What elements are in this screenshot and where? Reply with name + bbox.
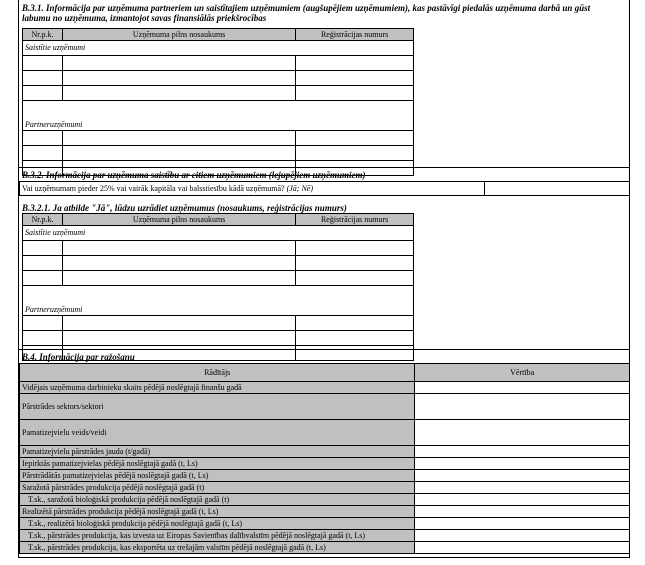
group-partners: Partneruzņēmumi (23, 101, 414, 131)
b32-table (19, 181, 630, 196)
group-linked: Saistītie uzņēmumi (23, 41, 414, 56)
value-field[interactable] (415, 482, 630, 494)
value-field[interactable] (415, 530, 630, 542)
indicator-label: T.sk., pārstrādes produkcija, kas eksportēta uz trešajām valstīm pēdējā noslēgtajā gadā (t, Ls) (20, 542, 415, 554)
indicator-label: Realizētā pārstrādes produkcija pēdējā noslēgtajā gadā (t, Ls) (20, 506, 415, 518)
divider (18, 349, 630, 350)
cell[interactable] (62, 56, 295, 71)
indicator-label: Iepirktās pamatizejvielas pēdējā noslēgtajā gadā (t, Ls) (20, 458, 415, 470)
col-name: Uzņēmuma pilns nosaukums (62, 214, 295, 226)
cell[interactable] (23, 271, 63, 286)
value-field[interactable] (415, 446, 630, 458)
cell[interactable] (62, 331, 295, 346)
value-field[interactable] (415, 542, 630, 554)
indicator-label: T.sk., saražotā bioloģiskā produkcija pēdējā noslēgtajā gadā (t) (20, 494, 415, 506)
cell[interactable] (296, 56, 414, 71)
section-b321-title: B.3.2.1. Ja atbilde "Jā", lūdzu uzrādiet uzņēmumus (nosaukums, reģistrācijas numurs) (22, 203, 347, 213)
col-nr: Nr.p.k. (23, 214, 63, 226)
cell[interactable] (296, 241, 414, 256)
cell[interactable] (296, 256, 414, 271)
cell[interactable] (296, 86, 414, 101)
divider (18, 167, 630, 168)
answer-hint: (Jā; Nē) (286, 183, 314, 193)
cell[interactable] (62, 86, 295, 101)
value-field[interactable] (415, 518, 630, 530)
b4-table (19, 363, 630, 554)
col-reg: Reģistrācijas numurs (296, 214, 414, 226)
b321-table (22, 213, 414, 361)
cell[interactable] (62, 316, 295, 331)
cell[interactable] (296, 71, 414, 86)
value-field[interactable] (415, 458, 630, 470)
cell[interactable] (62, 131, 295, 146)
cell[interactable] (23, 56, 63, 71)
indicator-label: T.sk., pārstrādes produkcija, kas izvesta uz Eiropas Savienības dalībvalstīm pēdējā noslēgtajā gadā (t, Ls) (20, 530, 415, 542)
indicator-label: Pamatizejvielu pārstrādes jauda (t/gadā) (20, 446, 415, 458)
cell[interactable] (23, 86, 63, 101)
cell[interactable] (23, 331, 63, 346)
cell[interactable] (62, 271, 295, 286)
col-indicator: Rādītājs (20, 364, 415, 382)
group-linked: Saistītie uzņēmumi (23, 226, 414, 241)
cell[interactable] (23, 316, 63, 331)
cell[interactable] (23, 256, 63, 271)
cell[interactable] (296, 331, 414, 346)
group-partners: Partneruzņēmumi (23, 286, 414, 316)
indicator-label: T.sk., realizētā bioloģiskā produkcija pēdējā noslēgtajā gadā (t, Ls) (20, 518, 415, 530)
value-field[interactable] (415, 382, 630, 394)
cell[interactable] (23, 241, 63, 256)
indicator-label: Pārstrādes sektors/sektori (20, 394, 415, 420)
col-name: Uzņēmuma pilns nosaukums (62, 29, 295, 41)
col-nr: Nr.p.k. (23, 29, 63, 41)
col-reg: Reģistrācijas numurs (296, 29, 414, 41)
cell[interactable] (62, 146, 295, 161)
cell[interactable] (296, 131, 414, 146)
value-field[interactable] (415, 394, 630, 420)
cell[interactable] (296, 146, 414, 161)
indicator-label: Pamatizejvielu veids/veidi (20, 420, 415, 446)
value-field[interactable] (415, 494, 630, 506)
cell[interactable] (62, 241, 295, 256)
value-field[interactable] (415, 420, 630, 446)
cell[interactable] (23, 71, 63, 86)
question-cell (20, 182, 485, 196)
indicator-label: Saražotā pārstrādes produkcija pēdējā noslēgtajā gadā (t) (20, 482, 415, 494)
cell[interactable] (62, 71, 295, 86)
b31-table (22, 28, 414, 176)
section-b32-title: B.3.2. Informācija par uzņēmuma saistību ar citiem uzņēmumiem (lejupējiem uzņēmumiem) (22, 170, 366, 180)
section-b4-title: B.4. Informācija par ražošanu (22, 352, 135, 362)
cell[interactable] (23, 146, 63, 161)
cell[interactable] (296, 316, 414, 331)
cell[interactable] (296, 271, 414, 286)
cell[interactable] (296, 346, 414, 361)
cell[interactable] (23, 131, 63, 146)
answer-field[interactable] (485, 182, 630, 196)
question-text: Vai uzņēmumam pieder 25% vai vairāk kapitāla vai balsstiesību kādā uzņēmumā? (22, 183, 285, 193)
indicator-label: Pārstrādātās pamatizejvielas pēdējā noslēgtajā gadā (t, Ls) (20, 470, 415, 482)
value-field[interactable] (415, 470, 630, 482)
value-field[interactable] (415, 506, 630, 518)
col-value: Vērtība (415, 364, 630, 382)
section-b31-title: B.3.1. Informācija par uzņēmuma partneriem un saistītajiem uzņēmumiem (augšupējiem uzņēmumiem), kas pastāvīgi piedalās uzņēmuma darbā un gūst labumu no uzņēmuma, izmantojot savas finansiālās priekšrocības (22, 3, 591, 23)
indicator-label: Vidējais uzņēmuma darbinieku skaits pēdējā noslēgtajā finanšu gadā (20, 382, 415, 394)
cell[interactable] (62, 256, 295, 271)
